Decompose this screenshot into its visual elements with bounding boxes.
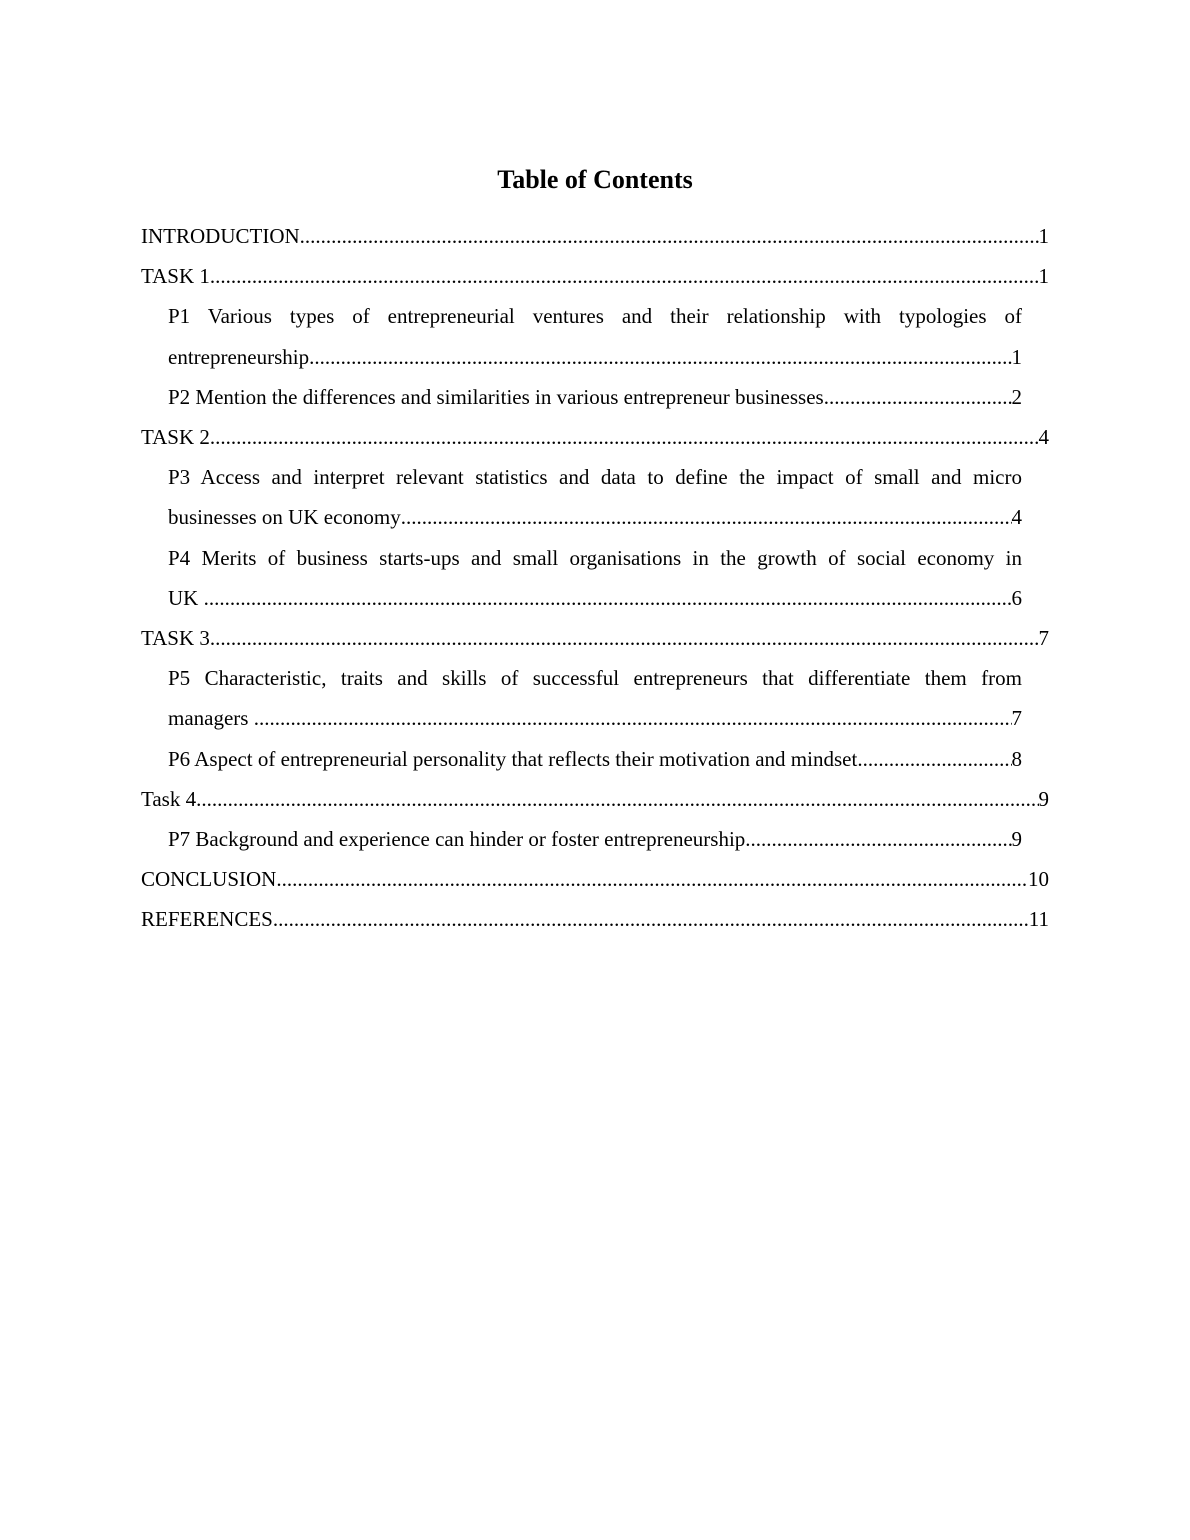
toc-entry-task-2[interactable]: [141, 417, 1049, 457]
toc-entry-conclusion[interactable]: [141, 859, 1049, 899]
dot-leader: [210, 417, 1039, 457]
toc-entry-label-line-2: entrepreneurship: [168, 344, 310, 369]
toc-entry-task-1[interactable]: [141, 256, 1049, 296]
toc-entry-label: P7 Background and experience can hinder or foster entrepreneurship: [168, 827, 746, 852]
toc-entry-label-line-1: P5 Characteristic, traits and skills of successful entrepreneurs that differentiate them from: [168, 666, 1022, 691]
toc-entry-task-4[interactable]: [141, 779, 1049, 819]
toc-entry-p2[interactable]: [168, 377, 1022, 417]
toc-title: Table of Contents: [497, 165, 693, 194]
toc-entry-label-line-1: P4 Merits of business starts-ups and small organisations in the growth of social economy in: [168, 545, 1022, 570]
dot-leader: [196, 779, 1038, 819]
dot-leader: [254, 698, 1012, 738]
dot-leader: [210, 618, 1039, 658]
toc-entry-p3[interactable]: [168, 457, 1022, 537]
dot-leader: [276, 859, 1028, 899]
toc-entry-label: TASK 3: [141, 626, 210, 651]
toc-entry-page: 11: [1028, 907, 1049, 932]
dot-leader: [273, 899, 1029, 939]
toc-entry-page: 4: [1038, 425, 1049, 450]
toc-entry-label: TASK 2: [141, 425, 210, 450]
toc-entry-p1[interactable]: [168, 296, 1022, 376]
dot-leader: [401, 497, 1012, 537]
toc-entry-page: 1: [1038, 264, 1049, 289]
toc-entry-page: 1: [1011, 344, 1022, 369]
toc-entry-page: 9: [1011, 827, 1022, 852]
toc-entry-label-line-1: P3 Access and interpret relevant statistics and data to define the impact of small and micro: [168, 465, 1022, 490]
toc-entry-p6[interactable]: [168, 739, 1022, 779]
toc-entry-p7[interactable]: [168, 819, 1022, 859]
dot-leader: [857, 739, 1011, 779]
toc-entry-label: Task 4: [141, 786, 197, 811]
toc-entry-page: 8: [1011, 746, 1022, 771]
toc-entry-label: P6 Aspect of entrepreneurial personality that reflects their motivation and mindset: [168, 746, 858, 771]
dot-leader: [204, 578, 1012, 618]
toc-entry-label: TASK 1: [141, 264, 210, 289]
toc-entry-page: 6: [1011, 585, 1022, 610]
dot-leader: [300, 216, 1039, 256]
toc-entry-label-line-2: businesses on UK economy: [168, 505, 401, 530]
toc-entry-p5[interactable]: [168, 658, 1022, 738]
toc-entry-page: 9: [1038, 786, 1049, 811]
toc-entry-page: 4: [1011, 505, 1022, 530]
toc-entry-page: 2: [1011, 384, 1022, 409]
toc-entry-label: INTRODUCTION: [141, 224, 300, 248]
toc-entry-label-line-1: P1 Various types of entrepreneurial ventures and their relationship with typologies of: [168, 304, 1022, 329]
toc-entry-p4[interactable]: [168, 538, 1022, 618]
toc-entry-label: CONCLUSION: [141, 867, 277, 892]
toc-entry-label-line-2: UK: [168, 585, 204, 610]
table-of-contents: [141, 216, 1049, 940]
toc-entry-label-line-2: managers: [168, 706, 254, 731]
dot-leader: [745, 819, 1011, 859]
toc-entry-introduction[interactable]: [141, 216, 1049, 256]
toc-entry-page: 10: [1028, 867, 1049, 892]
dot-leader: [210, 256, 1039, 296]
toc-entry-page: 1: [1038, 224, 1049, 248]
toc-entry-references[interactable]: [141, 899, 1049, 939]
toc-entry-task-3[interactable]: [141, 618, 1049, 658]
toc-entry-page: 7: [1038, 626, 1049, 651]
toc-entry-label: REFERENCES: [141, 907, 273, 932]
toc-entry-page: 7: [1011, 706, 1022, 731]
toc-entry-label: P2 Mention the differences and similarities in various entrepreneur businesses: [168, 384, 824, 409]
dot-leader: [309, 337, 1011, 377]
dot-leader: [824, 377, 1012, 417]
